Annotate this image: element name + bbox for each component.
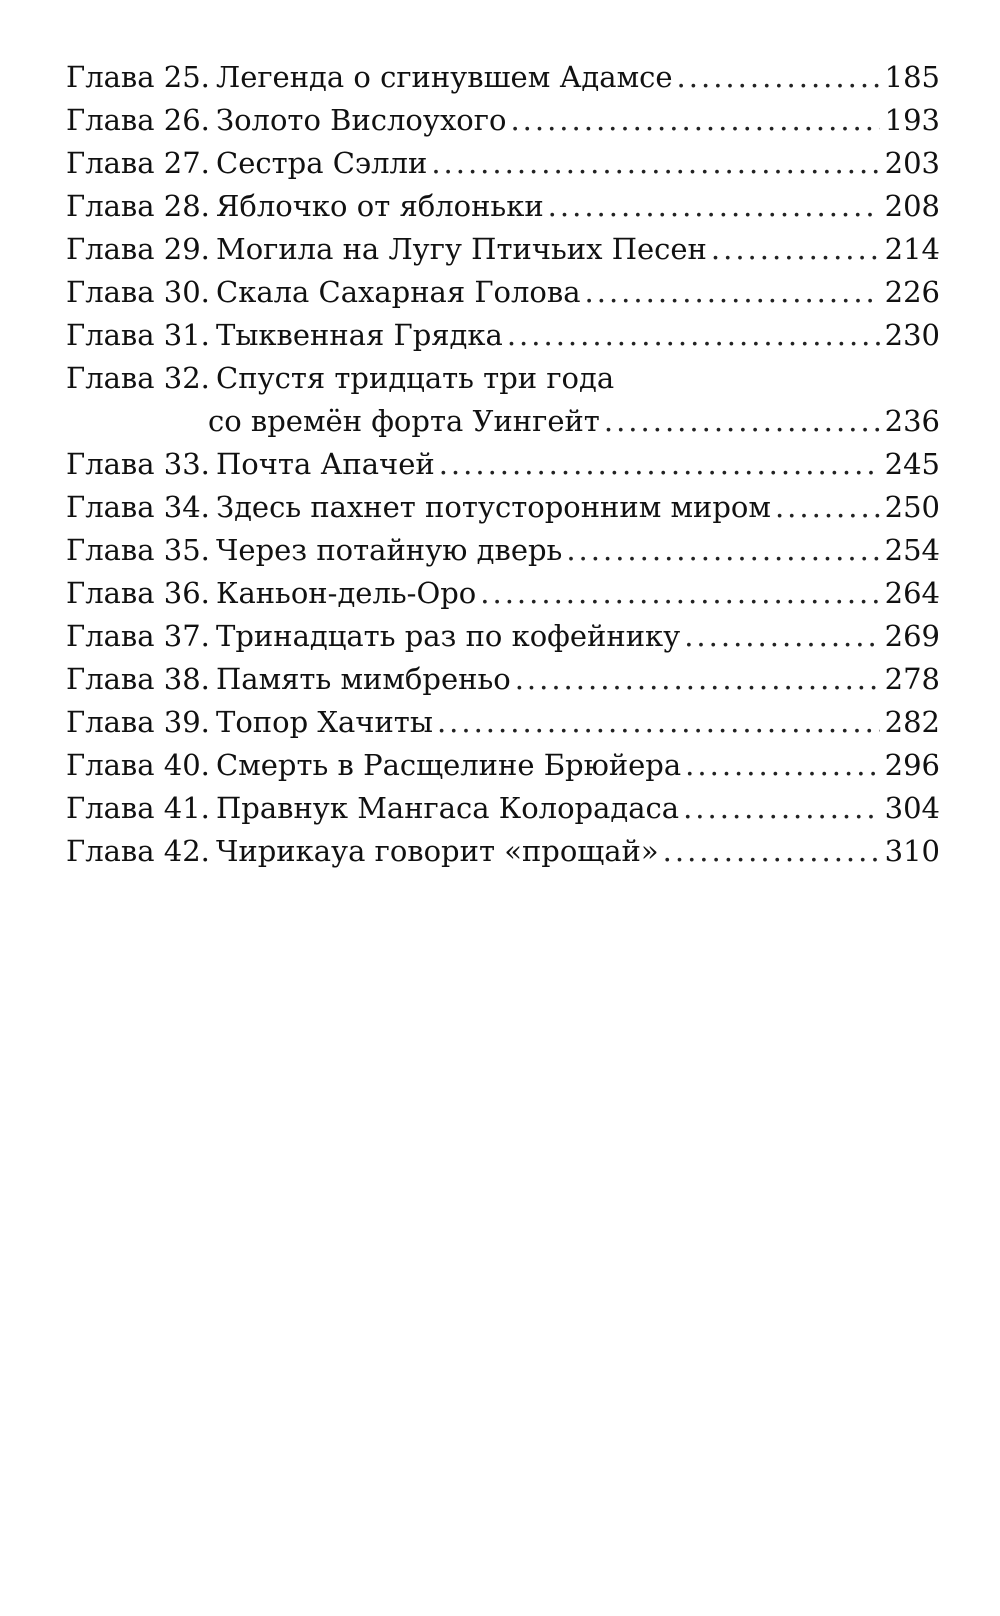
dot-leader: [685, 744, 880, 787]
page-number: 264: [884, 576, 940, 610]
chapter-title: Почта Апачей: [216, 447, 435, 481]
toc-entry-continuation: [66, 400, 940, 443]
toc-entry: [66, 185, 940, 228]
toc-entry: [66, 314, 940, 357]
chapter-title: Правнук Мангаса Колорадаса: [216, 791, 680, 825]
chapter-title: Могила на Лугу Птичьих Песен: [216, 232, 707, 266]
dot-leader: [663, 830, 880, 873]
chapter-label: Глава 36.: [66, 576, 210, 610]
chapter-label: Глава 38.: [66, 662, 210, 696]
page-number: 304: [884, 791, 940, 825]
page-number: 193: [884, 103, 940, 137]
page-number: 208: [884, 189, 940, 223]
chapter-label: Глава 35.: [66, 533, 210, 567]
toc-entry: [66, 99, 940, 142]
dot-leader: [711, 228, 880, 271]
table-of-contents: [66, 56, 940, 873]
toc-entry: [66, 830, 940, 873]
toc-entry: [66, 142, 940, 185]
dot-leader: [439, 443, 880, 486]
page-number: 185: [884, 60, 940, 94]
chapter-label: Глава 27.: [66, 146, 210, 180]
chapter-title: Через потайную дверь: [216, 533, 563, 567]
page-number: 214: [884, 232, 940, 266]
toc-entry: [66, 658, 940, 701]
chapter-label: Глава 31.: [66, 318, 210, 352]
dot-leader: [510, 99, 880, 142]
toc-entry: [66, 701, 940, 744]
toc-entry: [66, 443, 940, 486]
toc-entry: [66, 357, 940, 400]
dot-leader: [515, 658, 880, 701]
chapter-title: Смерть в Расщелине Брюйера: [216, 748, 682, 782]
chapter-title: Тринадцать раз по кофейнику: [216, 619, 681, 653]
page-number: 236: [884, 404, 940, 438]
dot-leader: [507, 314, 880, 357]
page-number: 310: [884, 834, 940, 868]
page-number: 230: [884, 318, 940, 352]
dot-leader: [604, 400, 880, 443]
page-number: 254: [884, 533, 940, 567]
dot-leader: [683, 787, 880, 830]
toc-entry: [66, 271, 940, 314]
page-number: 203: [884, 146, 940, 180]
toc-entry: [66, 529, 940, 572]
chapter-label: Глава 33.: [66, 447, 210, 481]
page-number: 250: [884, 490, 940, 524]
dot-leader: [775, 486, 880, 529]
toc-entry: [66, 572, 940, 615]
chapter-title: Сестра Сэлли: [216, 146, 428, 180]
chapter-label: Глава 30.: [66, 275, 210, 309]
chapter-label: Глава 34.: [66, 490, 210, 524]
dot-leader: [566, 529, 880, 572]
dot-leader: [677, 56, 880, 99]
chapter-title: Топор Хачиты: [216, 705, 433, 739]
dot-leader: [480, 572, 880, 615]
toc-entry: [66, 744, 940, 787]
dot-leader: [585, 271, 880, 314]
toc-entry: [66, 787, 940, 830]
page-number: 282: [884, 705, 940, 739]
chapter-title: Тыквенная Грядка: [216, 318, 503, 352]
chapter-title: Каньон-дель-Оро: [216, 576, 477, 610]
toc-entry: [66, 228, 940, 271]
toc-entry: [66, 56, 940, 99]
toc-entry: [66, 615, 940, 658]
page-number: 278: [884, 662, 940, 696]
chapter-title: Скала Сахарная Голова: [216, 275, 581, 309]
dot-leader: [684, 615, 880, 658]
chapter-label: Глава 40.: [66, 748, 210, 782]
chapter-label: Глава 37.: [66, 619, 210, 653]
page-number: 269: [884, 619, 940, 653]
chapter-title: Память мимбреньо: [216, 662, 511, 696]
chapter-title: Яблочко от яблоньки: [216, 189, 544, 223]
page-number: 296: [884, 748, 940, 782]
chapter-label: Глава 42.: [66, 834, 210, 868]
chapter-label: Глава 41.: [66, 791, 210, 825]
chapter-title: Золото Вислоухого: [216, 103, 507, 137]
chapter-title: Чирикауа говорит «прощай»: [216, 834, 659, 868]
chapter-label: Глава 25.: [66, 60, 210, 94]
toc-entry: [66, 486, 940, 529]
page-number: 226: [884, 275, 940, 309]
chapter-label: Глава 29.: [66, 232, 210, 266]
chapter-label: Глава 28.: [66, 189, 210, 223]
chapter-title: Здесь пахнет потусторонним миром: [216, 490, 771, 524]
chapter-label: Глава 39.: [66, 705, 210, 739]
dot-leader: [548, 185, 880, 228]
dot-leader: [437, 701, 880, 744]
page-number: 245: [884, 447, 940, 481]
chapter-title-continuation: со времён форта Уингейт: [208, 404, 600, 438]
chapter-title: Спустя тридцать три года: [216, 361, 615, 395]
chapter-label: Глава 26.: [66, 103, 210, 137]
chapter-title: Легенда о сгинувшем Адамсе: [216, 60, 673, 94]
dot-leader: [431, 142, 880, 185]
chapter-label: Глава 32.: [66, 361, 210, 395]
